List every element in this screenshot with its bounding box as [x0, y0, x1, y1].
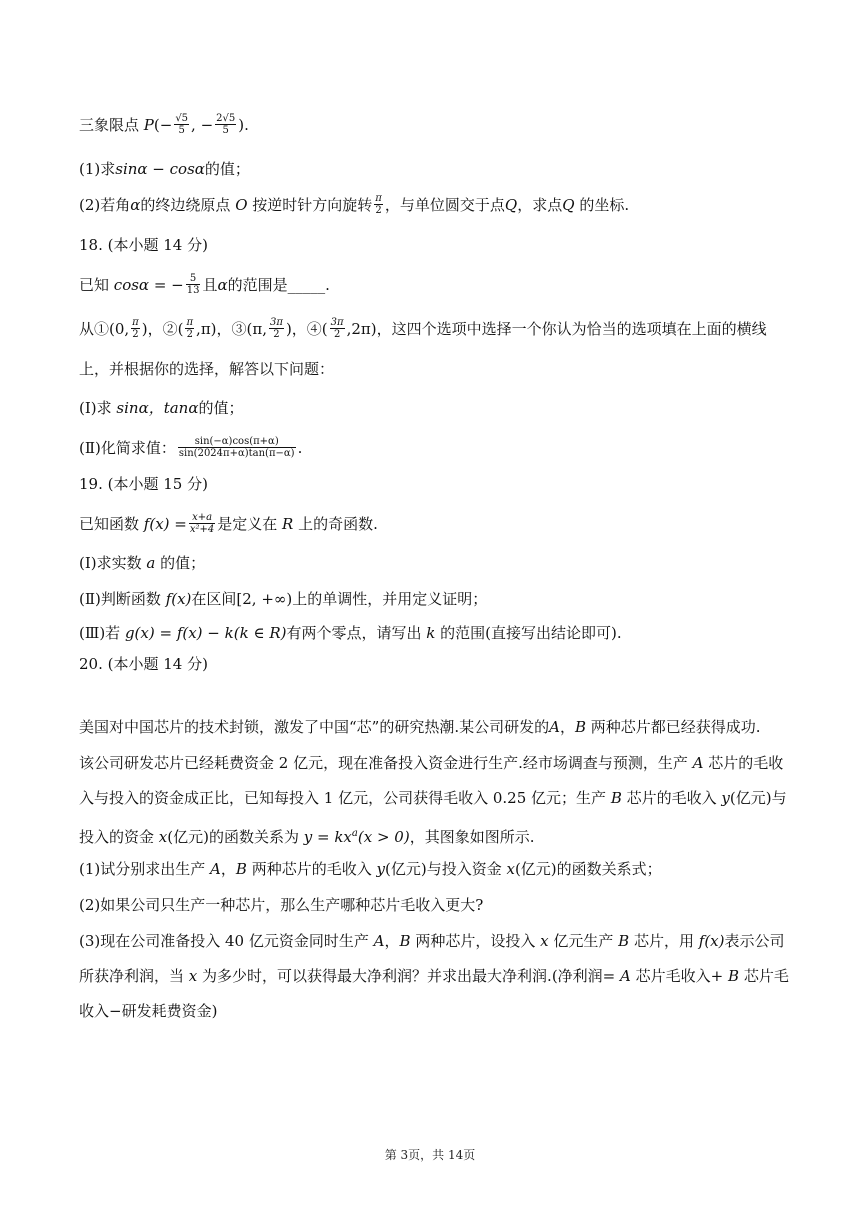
math-var: α [130, 196, 141, 214]
math-var: B [610, 789, 622, 807]
q18-part-ii [79, 436, 791, 461]
text: 两种芯片，设投入 [415, 932, 536, 950]
q19-part-iii [79, 621, 791, 645]
text: (Ⅱ)化简求值： [79, 439, 176, 457]
text: (3)现在公司准备投入 40 亿元资金同时生产 [79, 932, 369, 950]
text: 入与投入的资金成正比，已知每投入 1 亿元，公司获得毛收入 0.25 亿元；生产 [79, 789, 607, 807]
page-number: 第 3页，共 14页 [384, 1148, 476, 1162]
math-expr: (x > 0) [357, 828, 410, 846]
math-var: x [506, 860, 515, 878]
fraction [374, 193, 383, 216]
fraction-denominator: 5 [178, 124, 185, 136]
math-expr: g(x) = f(x) − k(k ∈ R) [124, 624, 287, 642]
text: (1)试分别求出生产 [79, 860, 206, 878]
q20-para-line4 [79, 822, 791, 849]
q17-condition-line [79, 113, 791, 138]
q19-part-ii [79, 587, 791, 611]
q17-part1 [79, 157, 791, 181]
math-expr: cosα [113, 276, 150, 294]
math-var: Q [562, 196, 575, 214]
fraction [189, 512, 215, 535]
text: (Ⅰ)求实数 [79, 554, 142, 572]
page-footer [0, 1147, 860, 1163]
q18-stem [79, 273, 791, 298]
math-var: y [376, 860, 385, 878]
fraction-denominator: 5 [222, 124, 229, 136]
fraction [330, 317, 345, 340]
text: 在区间[2, +∞)上的单调性，并用定义证明； [191, 590, 488, 608]
fraction [131, 317, 140, 340]
fraction-denominator: 13 [186, 284, 200, 296]
text: 的范围(直接写出结论即可). [440, 624, 622, 642]
text: 且 [202, 276, 218, 294]
text: (2)如果公司只生产一种芯片，那么生产哪种芯片毛收入更大? [79, 896, 484, 914]
math-var: B [235, 860, 247, 878]
text: 芯片毛 [743, 967, 789, 985]
text: 投入的资金 [79, 828, 155, 846]
math-expr: y = kx [303, 828, 352, 846]
q18-heading [79, 233, 791, 257]
fraction-denominator: 2 [273, 328, 280, 340]
fraction-numerator: π [132, 316, 139, 328]
fraction-numerator: π [186, 316, 194, 328]
text: 该公司研发芯片已经耗费资金 2 亿元，现在准备投入资金进行生产.经市场调查与预测，生产 [79, 754, 688, 772]
math-var: O [235, 196, 248, 214]
math-var: A [620, 967, 631, 985]
q20-part3-cont [79, 964, 791, 988]
q18-options-cont [79, 357, 791, 381]
text: 收入−研发耗费资金) [79, 1002, 218, 1020]
text: 有两个零点，请写出 [286, 624, 422, 642]
math-var: Q [504, 196, 518, 214]
text: 从①(0, [79, 320, 130, 338]
fraction [185, 317, 194, 340]
text: ，其图象如图所示. [409, 828, 535, 846]
q18-options [79, 317, 791, 342]
text: (亿元)与 [729, 789, 787, 807]
text: )，④( [285, 320, 328, 338]
text: ,π)，③(π, [196, 320, 268, 338]
q20-part1 [79, 857, 791, 881]
math-var: B [728, 967, 740, 985]
fraction-numerator: 3π [270, 316, 283, 328]
text: ,2π)，这四个选项中选择一个你认为恰当的选项填在上面的横线 [346, 320, 767, 338]
text: (Ⅰ)求 [79, 399, 112, 417]
text: 美国对中国芯片的技术封锁，激发了中国“芯”的研究热潮.某公司研发的 [79, 718, 550, 736]
text: 的范围是_____. [227, 276, 330, 294]
text: 上，并根据你的选择，解答以下问题： [79, 360, 335, 378]
math-var: A [210, 860, 221, 878]
math-var: x [158, 828, 168, 846]
text: 所获净利润，当 [79, 967, 185, 985]
fraction-denominator: x²+4 [189, 523, 215, 535]
text: 芯片，用 [633, 932, 694, 950]
fraction [178, 436, 296, 459]
math-expr: f(x) [165, 590, 192, 608]
text: (Ⅲ)若 [79, 624, 121, 642]
text: )，②( [141, 320, 184, 338]
text: 的值； [198, 399, 244, 417]
text: ， [220, 860, 236, 878]
math-expr: sinα，tanα [116, 399, 199, 417]
text: ， [384, 932, 400, 950]
point-P: P [143, 116, 154, 134]
text: 三象限点 [79, 116, 140, 134]
fraction [186, 273, 201, 296]
fraction-numerator: 5 [186, 273, 201, 285]
math-expr: sinα − cosα [115, 160, 205, 178]
q19-part-i [79, 551, 791, 575]
q19-stem [79, 512, 791, 537]
text: 两种芯片都已经获得成功. [590, 718, 761, 736]
text: (2)若角 [79, 196, 131, 214]
fraction-numerator: x+a [189, 512, 215, 524]
fraction-denominator: sin(2024π+α)tan(π−α) [178, 447, 295, 459]
fraction-denominator: 2 [132, 328, 139, 340]
q18-part-i [79, 396, 791, 420]
text: ，求点 [517, 196, 563, 214]
math-var: x [188, 967, 198, 985]
text: 为多少时，可以获得最大净利润？并求出最大净利润.(净利润= [202, 967, 616, 985]
text: 芯片的毛收入 [626, 789, 717, 807]
q20-part3 [79, 929, 791, 953]
question-heading: 19. (本小题 15 分) [79, 475, 208, 493]
fraction [269, 317, 284, 340]
text: 芯片的毛收 [708, 754, 784, 772]
text: 两种芯片的毛收入 [251, 860, 372, 878]
text: = − [149, 276, 184, 294]
fraction-denominator: 2 [375, 204, 382, 216]
fraction [174, 113, 189, 136]
math-var: A [373, 932, 385, 950]
text: (亿元)的函数关系式； [514, 860, 662, 878]
q19-heading [79, 472, 791, 496]
question-heading: 18. (本小题 14 分) [79, 236, 208, 254]
math-expr: f(x) [698, 932, 725, 950]
math-var: y [721, 789, 730, 807]
fraction-denominator: 2 [333, 328, 341, 340]
q17-part2 [79, 193, 791, 218]
q20-part3-cont2 [79, 999, 791, 1023]
q20-para-line2 [79, 751, 791, 775]
text: ， [559, 718, 575, 736]
math-var: R [282, 515, 294, 533]
q20-para-line3 [79, 786, 791, 810]
text: (1)求 [79, 160, 116, 178]
text: (亿元)的函数关系为 [167, 828, 299, 846]
math-var: k [426, 624, 436, 642]
text: 芯片毛收入+ [635, 967, 724, 985]
text: 已知函数 [79, 515, 140, 533]
text: 的值； [204, 160, 250, 178]
text: 是定义在 [217, 515, 278, 533]
text: ，与单位圆交于点 [384, 196, 505, 214]
text: 的值； [160, 554, 206, 572]
text: 按逆时针方向旋转 [252, 196, 373, 214]
math-var: A [692, 754, 704, 772]
text: 上的奇函数. [298, 515, 378, 533]
fraction-numerator: √5 [175, 112, 189, 124]
text: ). [238, 116, 249, 134]
text: (− [153, 116, 173, 134]
q20-para-line1 [79, 715, 791, 739]
fraction-numerator: 3π [330, 316, 344, 328]
text: . [297, 439, 303, 457]
math-var: B [574, 718, 586, 736]
fraction [215, 113, 236, 136]
math-var: x [540, 932, 549, 950]
math-var: B [399, 932, 411, 950]
question-heading: 20. (本小题 14 分) [79, 655, 208, 673]
text: 表示公司 [724, 932, 785, 950]
text: , − [191, 116, 214, 134]
fraction-denominator: 2 [186, 328, 193, 340]
text: 的终边绕原点 [140, 196, 231, 214]
math-var: α [217, 276, 228, 294]
math-expr: f(x) = [143, 515, 187, 533]
fraction-numerator: sin(−α)cos(π+α) [178, 436, 296, 448]
math-var: A [549, 718, 560, 736]
text: (亿元)与投入资金 [384, 860, 502, 878]
text: 已知 [79, 276, 110, 294]
fraction-numerator: 2√5 [216, 112, 236, 124]
q20-part2 [79, 893, 791, 917]
text: (Ⅱ)判断函数 [79, 590, 161, 608]
q20-heading [79, 652, 791, 676]
math-exponent: a [351, 828, 358, 839]
text: 亿元生产 [553, 932, 614, 950]
math-var: B [618, 932, 630, 950]
fraction-numerator: π [375, 192, 382, 204]
math-var: a [146, 554, 156, 572]
text: 的坐标. [579, 196, 630, 214]
